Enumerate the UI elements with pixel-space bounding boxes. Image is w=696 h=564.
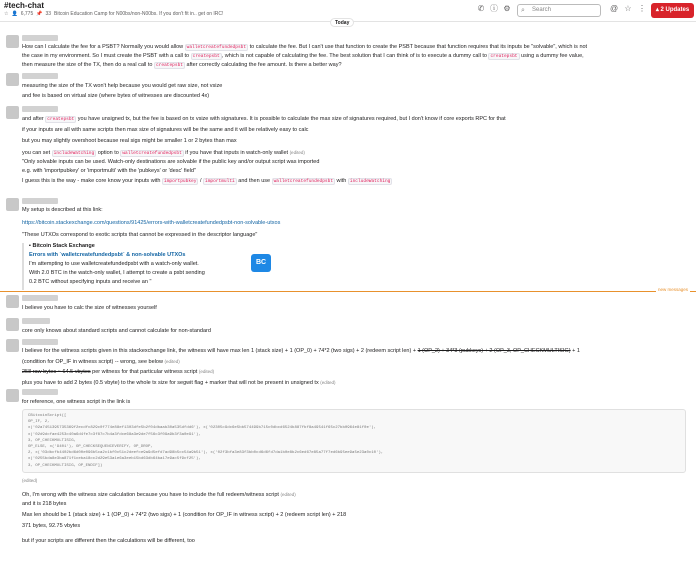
bell-icon: ▴ [655,7,661,13]
avatar[interactable] [6,73,19,86]
stackexchange-logo: BC [251,254,271,272]
message-text: for reference, one witness script in the link is [22,399,131,405]
message-text: Oh, I'm wrong with the witness size calculation because you have to include the full redeem/witness script (edited) [22,492,296,498]
pin-icon: 📌 [36,11,43,17]
username[interactable] [22,35,58,41]
message-text: core only knows about standard scripts and cannot calculate for non-standard [22,328,211,334]
message-text: "These UTXOs correspond to exotic scripts that cannot be expressed in the descriptor language" [22,232,258,238]
message-text: I guess this is the way - make core know your inputs with importpubkey / importmulti and then use walletcreatefundedpsbt with includeWatching [22,178,391,184]
preview-site: ▪ Bitcoin Stack Exchange [29,243,95,249]
message-text: "Only solvable inputs can be used. Watch-only destinations are solvable if the public key and/or output script was imported [22,159,320,165]
message-text: the case in my environment. So I must create the PSBT with a call to createpsbt , which is not capable of calculating the fee. The best solution that I can think of is to execute a dummy call to createpsbt using a dummy fee value, [22,53,584,59]
preview-desc: I'm attempting to use walletcreatefundedpsbt with a watch-only wallet. [29,261,199,267]
message-text: e.g. with 'importpubkey' or 'importmulti' with the 'pubkeys' or 'desc' field" [22,168,196,174]
message-text: and fee is based on virtual size (where bytes of witnesses are discounted 4x) [22,93,210,99]
new-messages-label: new messages [657,287,688,292]
updates-button[interactable]: ▴ 2 Updates [651,3,694,18]
members-icon: 👤 [11,11,18,17]
avatar[interactable] [6,339,19,352]
star-items-icon[interactable]: ☆ [624,4,632,13]
avatar[interactable] [6,106,19,119]
message-text: How can I calculate the fee for a PSBT? Normally you would allow walletcreatefundedpsbt to calculate the fee. But I can't use that function to create the PSBT because that function requires that its inputs be "solvable", which is not [22,44,588,50]
preview-desc: 0.2 BTC without specifying inputs and receive an " [29,279,152,285]
message-text: plus you have to add 2 bytes (0.5 vbyte) to the whole tx size for segwit flag + marker that will not be present in unsigned tx (edited) [22,380,336,386]
avatar[interactable] [6,198,19,211]
message-text: but you may slightly overshoot because real sigs might be smaller 1 or 2 bytes than max [22,138,237,144]
stackexchange-icon: ▪ [29,243,33,249]
info-icon[interactable]: ⓘ [490,4,498,13]
avatar[interactable] [6,35,19,48]
code-block: CBitcoinScript([ OP_IF, 2, x('02a7451395735369f2ecdfc829c0f774e88ef1303dfe5b2f04dbaab30a535dfdd6'), x('02305c9dc6e5bb574499b715c0dbcd6524b887fbf8a49541f65c27bb0964e81f0e'), x('02d9dcfae4253c40a6d4fe7c3f87c7b4a3fdce68a3e9de7f56c3f09a9b3f3a0e91'), 3, OP_CHECKMULTISIG, OP_ELSE, x('9401'), OP_CHECKSEQUENCEVERIFY, OP_DROP, 2, x('03dbcfb4402bd6d00e096b5ca2c1bf0c51c2deefce9a9d5efd7ad98b5cc54a9b51'), x('02f3bfa3e83f3bb0cd6d6fd7da1b0e8b2c6ed67e85a77f7ed6b95ee9a5e23a0c10'), x('0255bda8e3ba871f1ceba18cc2d29e53a1e6a3eeb15bd63db64ba17e9ac5f9cf25'), 3, OP_CHECKMULTISIG, OP_ENDIF]) [22,409,686,473]
more-icon[interactable]: ⋮ [638,4,646,13]
username[interactable] [22,106,58,112]
message-text: I believe you have to calc the size of witnesses yourself [22,305,157,311]
preview-desc: With 2.0 BTC in the watch-only wallet, I attempt to create a psbt sending [29,270,205,276]
member-count[interactable]: 6,775 [20,11,34,17]
mention-icon[interactable]: @ [609,4,619,13]
search-icon: ⌕ [521,7,525,14]
username[interactable] [22,198,58,204]
channel-meta [4,11,226,17]
phone-icon[interactable]: ✆ [477,4,485,13]
username[interactable] [22,73,58,79]
username[interactable] [22,295,58,301]
username[interactable] [22,389,58,395]
message-text: My setup is described at this link: [22,207,103,213]
edited-label: (edited) [22,478,38,483]
preview-title[interactable]: Errors with `walletcreatefundedpsbt` & non-solvable UTXOs [29,252,186,258]
channel-name[interactable]: #tech-chat [4,1,45,10]
stackexchange-link[interactable]: https://bitcoin.stackexchange.com/questions/91425/errors-with-walletcreatefundedpsbt-non-solvable-utxos [22,220,281,226]
channel-topic[interactable]: Bitcoin Education Camp for N00bs/non-N00bs. If you don't fit in.. get on IRC! [54,11,224,17]
pinned-count[interactable]: 33 [45,11,52,17]
username[interactable] [22,339,58,345]
star-icon[interactable]: ☆ [4,11,9,17]
avatar[interactable] [6,295,19,308]
avatar[interactable] [6,389,19,402]
gear-icon[interactable]: ⚙ [503,4,511,13]
message-text: but if your scripts are different then the calculations will be different, too [22,538,195,544]
message-text: 371 bytes, 92.75 vbytes [22,523,81,529]
message-text: I believe for the witness scripts given in this stackexchange link, the witness will have max len 1 (stack size) + 1 (OP_0) + 74*2 (two sigs) + 2 (redeem script len) + 1 (OP_2) + 34*3 (pubkeys) + 2 (OP_3, OP_CHECKMULTISIG) + 1 [22,348,580,354]
message-text: (condition for OP_IF in witness script) -- wrong, see below (edited) [22,359,180,365]
new-messages-divider [0,287,696,292]
message-text: Max len should be 1 (stack size) + 1 (OP_0) + 74*2 (two sigs) + 1 (condition for OP_IF in witness script) + 2 (redeem script len) + 218 [22,512,347,518]
message-text: then measure the size of the TX, then do a real call to createpsbt after correctly calculating the fee amount. Is there a better way? [22,62,342,68]
message-text: you can set includeWatching option to walletcreatefundedpsbt if you have that inputs in watch-only wallet (edited) [22,150,305,156]
search-input[interactable]: ⌕ Search [517,4,601,17]
message-text: measuring the size of the TX won't help because you would get raw size, not vsize [22,83,223,89]
day-divider: Today [330,18,354,27]
message-text: 258 raw bytes ~ 64.5 vbytes per witness for that particular witness script (edited) [22,369,215,375]
message-text: if your inputs are all with same scripts then max size of signatures will be the same and it will be relatively easy to calc [22,127,309,133]
username[interactable] [22,318,50,324]
link-preview [22,243,205,290]
avatar[interactable] [6,318,19,331]
message-text: and it is 218 bytes [22,501,67,507]
message-text: and after createpsbt you have unsigned tx, but the fee is based on tx vsize with signatures. It is possible to calculate the max size of signatures required, but I don't know if core exports RPC for that [22,116,506,122]
